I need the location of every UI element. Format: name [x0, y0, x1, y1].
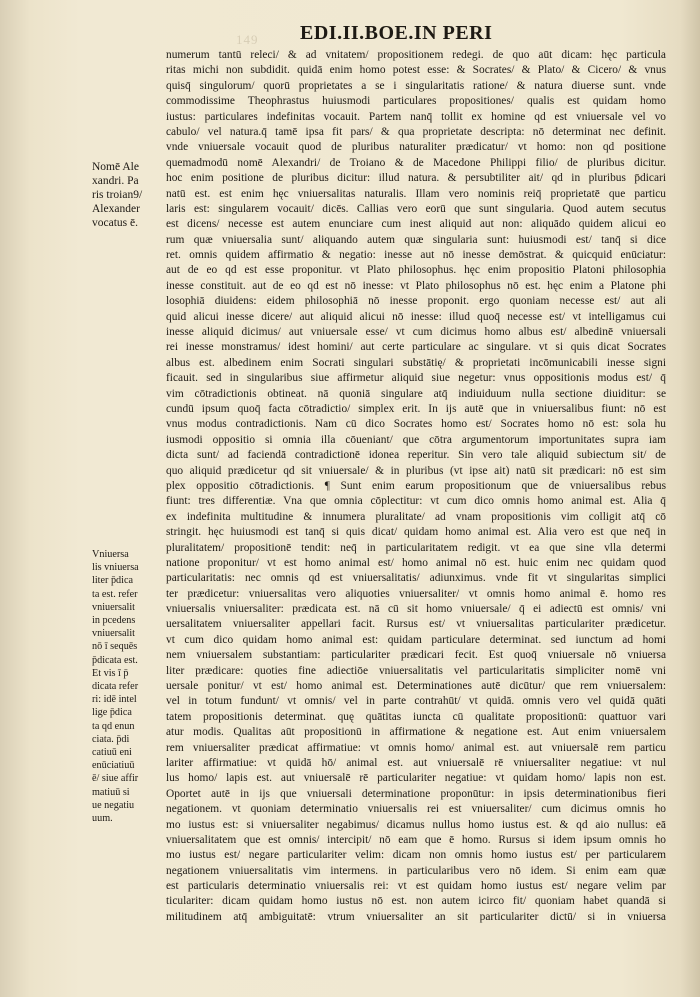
text-line: losophiā diuidens: eidem philosophiā nō inesse proponit. ergo quoniam necesse est/ aut ali [166, 295, 666, 308]
text-line: cundū ipsum quoq̄ facta cōtradictio/ simplex erit. In ijs autē que in vniuersalibus fiunt: nō est [166, 402, 666, 415]
margin-note-line: lis vniuersa [92, 562, 139, 574]
text-line: ex indefinita multitudine & innumera pluralitate/ ad vnam propositionis vim colligit atq̄ cō [166, 510, 666, 523]
text-line: pluralitatem/ propositionē tendit: neq̄ in particularitatem redigit. vt ea que sine vlla determi [166, 541, 666, 554]
text-line: numerum tantū releci/ & ad vnitatem/ propositionem redegi. de quo aūt dicam: hęc particula [166, 49, 666, 61]
margin-note-line: Et vis ī p̄ [92, 667, 129, 679]
margin-note-line: ri: idē intel [92, 694, 137, 706]
text-line: rei inesse monstramus/ idest homini/ aut certe particulare ac singulare. vt si quis dicat Socrates [166, 341, 666, 354]
text-line: natione proponitur/ vt est homo animal est/ homo animal nō est. huic enim nec quidam quod [166, 556, 666, 569]
margin-note-line: nō ī sequēs [92, 641, 138, 653]
text-line: quo aliquid prædicetur qd sit vniuersale/ & in pluribus (vt ipse ait) natū sit prædicari: nō est sim [166, 464, 666, 477]
text-line: vel in totum fundunt/ vt omnis/ vel in parte contrahūt/ vt quidā. omnis vero vel quidā quāti [166, 695, 666, 708]
text-line: hoc enim positione de pluribus dicitur: illud natura. & persubtiliter ait/ qd in pluribus p̄dicari [166, 172, 666, 185]
margin-note-line: in pcedens [92, 615, 136, 627]
text-line: plex oppositio cōtradictionis. ¶ Sunt enim earum propositionum que de vniuersalibus rebus [166, 479, 666, 492]
text-line: ter prædicetur: vniuersalitas vero aliquoties vniuersaliter/ vt omnis homo animal ē. homo res [166, 587, 666, 600]
margin-note-line: ris troian9/ [92, 189, 143, 201]
text-line: ticulariter: dicam quidam homo iustus nō est. non autem icirco fit/ quoniam habet quandā si [166, 895, 666, 908]
text-line: est particularis determinatio vniuersalis rei: vt est quidam homo iustus est/ negare velim par [166, 880, 666, 893]
text-line: ret. omnis quidem affirmatio & negatio: inesse aut nō inesse demōstrat. & quicquid enūciatur: [166, 249, 666, 262]
text-line: uersale ponitur/ vt est/ homo animal est. Determinationes autē dicūtur/ que rem vniuersalem: [166, 680, 666, 693]
text-line [166, 925, 666, 940]
margin-note-line: uum. [92, 813, 113, 825]
margin-note-line: dicata refer [92, 681, 139, 693]
margin-note-line: xandri. Pa [92, 175, 139, 187]
margin-note-line: vniuersalit [92, 601, 136, 613]
text-line: quemadmodū nomē Alexandri/ de Troiano & de Macedone Philippi filio/ de pluribus dicitur. [166, 156, 666, 169]
margin-note-line: ciata. p̄di [92, 733, 130, 745]
text-line: lus homo/ lapis est. aut vniuersalē rē particulariter negatiue: vt quidam homo/ lapis non est. [166, 772, 666, 785]
margin-note-line: p̄dicata est. [92, 654, 138, 666]
text-line: aut de eo qd est esse proponitur. vt Plato philosophus. hęc enim propositio Platoni philosophia [166, 264, 666, 277]
margin-note-line: ta est. refer [92, 588, 138, 600]
running-header: EDI.II.BOE.IN PERI [300, 22, 493, 44]
text-line: laris est: singularem vocauit/ dicēs. Callias vero eorū que sunt singularia. Quod autem secutus [166, 202, 666, 215]
margin-note-line: catiuū eni [92, 747, 132, 759]
text-line: particularitatis: nec omnis qd est vniuersalitatis/ adiunximus. vnde fit vt singularitas simplici [166, 572, 666, 585]
text-line: quid alicui inesse dicere/ aut aliquid alicui nō inesse: illud quoq̄ necesse est/ vt intelligamus cui [166, 310, 666, 323]
text-line: liter prædicare: quoties fine adiectiōe vniuersalitatis vel particularitatis simpliciter nomē vni [166, 664, 666, 677]
text-line: ficauit. sed in singularibus siue affirmetur aliquid siue negetur: vnus oppositionis modus est/ q̄ [166, 372, 666, 385]
margin-note-line: ē/ siue affir [92, 773, 139, 785]
text-line: negationem vniuersalitatis vim intermens. in particularibus vero nō idem. Si enim eam quæ [166, 864, 666, 877]
text-line: iustus: particulares indefinitas vocauit. Partem nanq̄ tollit ex homine qd est vniuersale vel vo [166, 110, 666, 123]
text-line: militudinem atq̄ ambiguitatē: vtrum vniuersaliter an sit particulariter dictū/ si in vniuersa [166, 910, 666, 923]
text-line: iusmodi oppositio si omnia illa cōueniant/ que cōtra argumentorum importunitates supra iam [166, 433, 666, 446]
text-line: natū est. est enim hęc vniuersalitas naturalis. Illam vero nominis reiq̄ proprietatē que particu [166, 187, 666, 200]
text-line: mo iustus est: si vniuersaliter negabimus/ dicamus nullus homo iustus est. & qd aio nullus: eā [166, 818, 666, 831]
margin-note-line: lige p̄dica [92, 707, 132, 719]
margin-note-line: vocatus ē. [92, 217, 138, 229]
margin-note-line: ta qd enun [92, 720, 135, 732]
main-text-column [166, 48, 666, 941]
text-line: rum quæ vniuersalia sunt/ aliquando autem quæ singularia sunt: huiusmodi est/ tanq̄ si dice [166, 233, 666, 246]
text-line: ritas michi non subdidit. quidā enim homo potest esse: & Socrates/ & Plato/ & Cicero/ & vnus [166, 64, 666, 77]
text-line: rem vniuersaliter prædicat affirmatiue: vt omnis homo/ animal est. aut vniuersalē rem particu [166, 741, 666, 754]
margin-note-line: ue negatiu [92, 799, 135, 811]
text-line: uersalitatem vniuersaliter appellari facit. Rursus est/ vt vniuersalitas particulariter prædicetur. [166, 618, 666, 631]
margin-note-line: liter p̄dica [92, 575, 134, 587]
text-line: albus est. albedinem enim Socrati singulari substātię/ & proprietati incōmunicabili inesse signi [166, 356, 666, 369]
text-line: Oportet autē in ijs que vniuersali determinatione proponūtur: in ipsis determinationibus fieri [166, 787, 666, 800]
text-line: inesse constituit. aut de eo qd est nō inesse: vt Plato philosophus nō est. hęc enim a Platone phi [166, 279, 666, 292]
text-line: fiunt: tres differentiæ. Vna que omnia cōplectitur: vt cum dico omnis homo animal est. Alia q̄ [166, 495, 666, 508]
margin-note-line: vniuersalit [92, 628, 136, 640]
text-line: vnus modus contradictionis. Nam cū dico Socrates homo est/ Socrates homo nō est: sola hu [166, 418, 666, 431]
text-line: lariter affirmatiue: vt quidā hō/ animal est. aut vniuersalē rē vniuersaliter negatiue: vt nul [166, 756, 666, 769]
margin-note-line: Vniuersa [92, 549, 129, 560]
text-line: tatem propositionis determinat. quę quātitas iuncta cū qualitate propositionū: quattuor vari [166, 710, 666, 723]
text-line: atur modis. Qualitas aūt propositionū in affirmatione & negatione est. Aut enim vniuersalem [166, 726, 666, 739]
text-line: vniuersalis vniuersaliter: prædicata est. nā cū sit homo vniuersale/ q̄ ei adiectū est omnis/ vni [166, 603, 666, 616]
text-line: dicta sunt/ ad faciendā contradictionē idonea reperitur. Sin vero tale aliquid subiectum sit/ de [166, 449, 666, 462]
text-line: negationem. vt quoniam determinatio vniuersalis rei est vniuersaliter/ cum dicimus omnis ho [166, 803, 666, 816]
text-line: stringit. hęc huiusmodi est tanq̄ si quis dicat/ quidam homo animal est. Alia vero est que neq̄ in [166, 526, 666, 539]
margin-note-alexander [92, 160, 142, 230]
text-line: quisq̄ singulorum/ quorū proprietates a se i singularitatis ratione/ & natura diuerse sunt. vnde [166, 79, 666, 92]
text-line: vniuersalitatem que est omnis/ intercipit/ nō eam que ē homo. Rursus si idem ipsum omnis ho [166, 833, 666, 846]
margin-note-line: Nomē Ale [92, 161, 139, 173]
margin-note-line: Alexander [92, 203, 140, 215]
text-line: vt cum dico quidam homo animal est: quidam particulare determinat. sed iunctum ad homi [166, 633, 666, 646]
text-line: nem vniuersalem substantiam: particulariter prædicari fecit. Est quoq̄ vniuersale nō vniuersa [166, 649, 666, 662]
bleed-through-page-number: 149 [236, 32, 259, 47]
text-line: vnde vniuersale vocauit quod de pluribus naturaliter prædicatur/ vt homo: non qd positione [166, 141, 666, 154]
margin-note-line: enūciatiuū [92, 760, 135, 772]
margin-note-universalis [92, 548, 139, 825]
text-line: commodissime Theophrastus huiusmodi particulares propositiones/ qualis est quidam homo [166, 95, 666, 108]
margin-note-line: matiuū si [92, 786, 130, 798]
text-line: cabulo/ vel natura.q̄ tamē ipsa fit pars/ & qua proprietate descripta: nō determinat nec definit. [166, 125, 666, 138]
text-line: vim cōtradictionis obtineat. nā quoniā singulare atq̄ indiuiduum nulla sectione diuiditur: se [166, 387, 666, 400]
text-line: est dicens/ necesse est autem enunciare cum inest aliquid aut non: aliquādo quidem alicui eo [166, 218, 666, 231]
text-line: mo iustus est/ negare particulariter velim: dicam non omnis homo iustus est/ per particularem [166, 849, 666, 862]
text-line: inesse aliquid dicimus/ aut vniuersale esse/ vt cum dicimus homo albus est/ albedinē vniuersali [166, 326, 666, 339]
